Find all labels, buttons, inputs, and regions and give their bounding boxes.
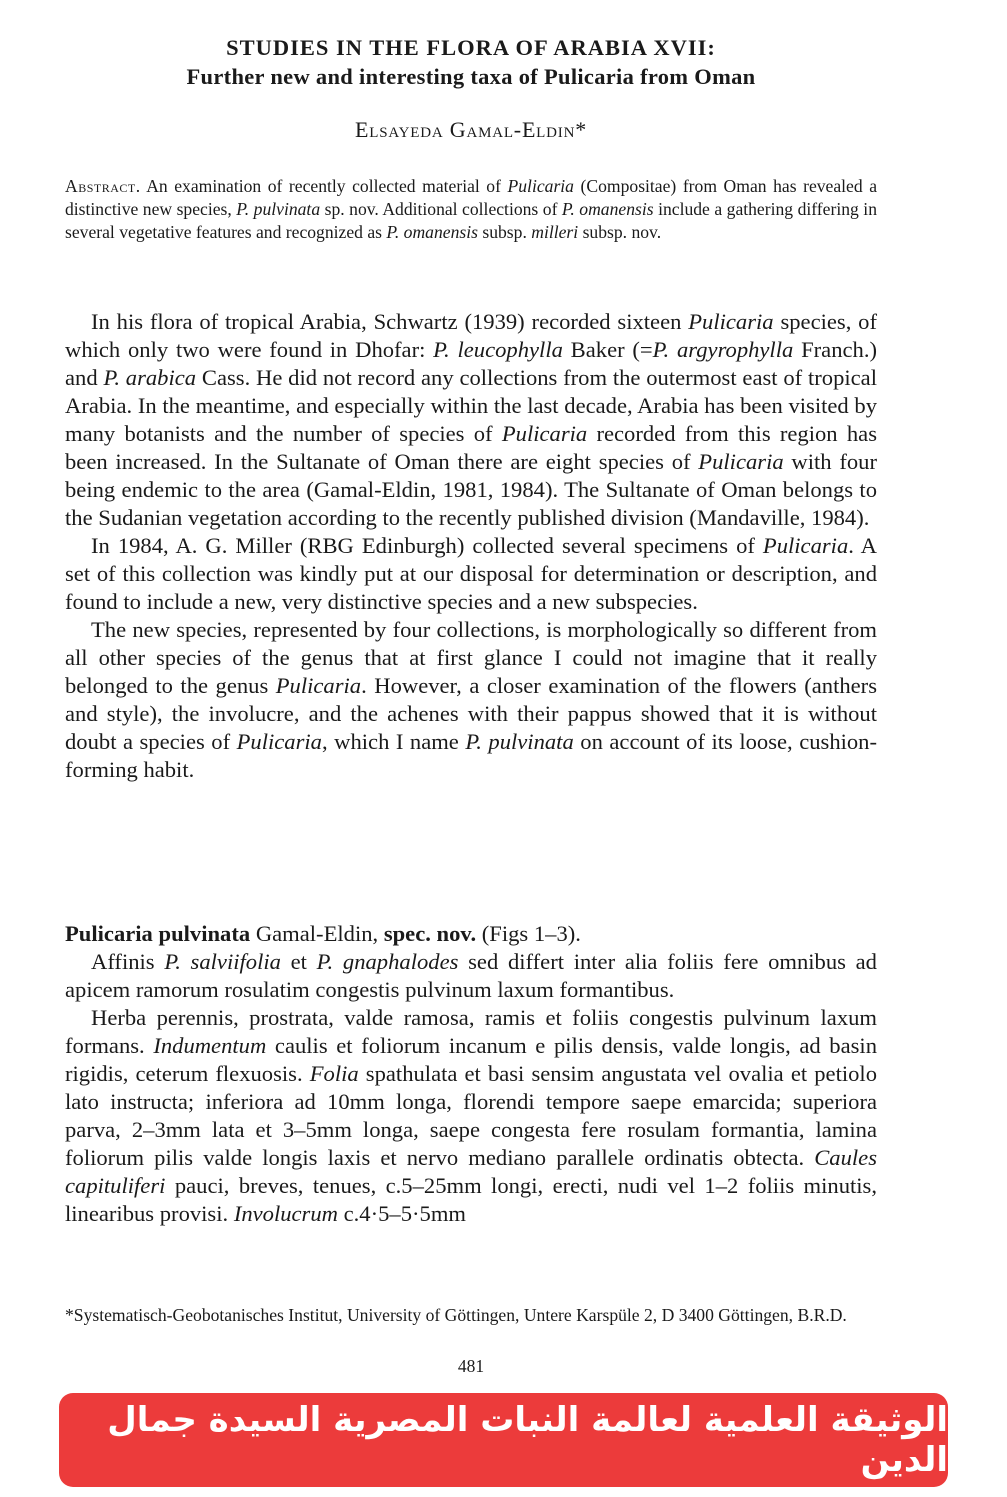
species-heading: Pulicaria pulvinata Gamal-Eldin, spec. nov. (Figs 1–3). (65, 921, 581, 946)
intro-paragraph-2: In 1984, A. G. Miller (RBG Edinburgh) collected several specimens of Pulicaria. A set of this collection was kindly put at our disposal for determination or description, and found to include a new, very distinctive species and a new subspecies. (65, 533, 877, 614)
page-number: 481 (457, 1356, 485, 1376)
author-name: Elsayeda Gamal-Eldin* (355, 117, 587, 142)
footnote: *Systematisch-Geobotanisches Institut, University of Göttingen, Untere Karspüle 2, D 3400 Göttingen, B.R.D. (65, 1305, 847, 1325)
species-diagnosis: Affinis P. salviifolia et P. gnaphalodes sed differt inter alia foliis fere omnibus ad apicem ramorum rosulatim congestis pulvinum laxum formantibus. (65, 949, 877, 1002)
introduction-section (65, 308, 877, 784)
abstract: Abstract. An examination of recently collected material of Pulicaria (Compositae) from Oman has revealed a distinctive new species, P. pulvinata sp. nov. Additional collections of P. omanensis include a gathering differing in several vegetative features and recognized as P. omanensis subsp. milleri subsp. nov. (65, 176, 878, 242)
arabic-caption-banner (59, 1393, 948, 1487)
species-description-section (65, 920, 877, 1228)
abstract-label: Abstract. (65, 176, 141, 196)
paper-title (65, 33, 877, 91)
title-line-2: Further new and interesting taxa of Pulicaria from Oman (186, 64, 756, 89)
intro-paragraph-3: The new species, represented by four collections, is morphologically so different from all other species of the genus that at first glance I could not imagine that it really belonged to the genus Pulicaria. However, a closer examination of the flowers (anthers and style), the involucre, and the achenes with their pappus showed that it is without doubt a species of Pulicaria, which I name P. pulvinata on account of its loose, cushion-forming habit. (65, 617, 878, 782)
banner-text: الوثيقة العلمية لعالمة النبات المصرية السيدة جمال الدين (107, 1400, 948, 1480)
title-line-1: STUDIES IN THE FLORA OF ARABIA XVII: (226, 35, 716, 60)
intro-paragraph-1: In his flora of tropical Arabia, Schwartz (1939) recorded sixteen Pulicaria species, of which only two were found in Dhofar: P. leucophylla Baker (=P. argyrophylla Franch.) and P. arabica Cass. He did not record any collections from the outermost east of tropical Arabia. In the meantime, and especially within the last decade, Arabia has been visited by many botanists and the number of species of Pulicaria recorded from this region has been increased. In the Sultanate of Oman there are eight species of Pulicaria with four being endemic to the area (Gamal-Eldin, 1981, 1984). The Sultanate of Oman belongs to the Sudanian vegetation according to the recently published division (Mandaville, 1984). (65, 309, 877, 530)
species-description: Herba perennis, prostrata, valde ramosa, ramis et foliis congestis pulvinum laxum formans. Indumentum caulis et foliorum incanum e pilis densis, valde longis, ad basin rigidis, ceterum flexuosis. Folia spathulata et basi sensim angustata vel ovalia et petiolo lato instructa; inferiora ad 10mm longa, florendi tempore saepe emarcida; superiora parva, 2–3mm lata et 3–5mm longa, saepe congesta fere rosulam formantia, lamina foliorum pilis valde longis laxis et nervo mediano parallele ordinatis obtecta. Caules capituliferi pauci, breves, tenues, c.5–25mm longi, erecti, nudi vel 1–2 foliis minutis, linearibus provisi. Involucrum c.4·5–5·5mm (65, 1005, 877, 1226)
